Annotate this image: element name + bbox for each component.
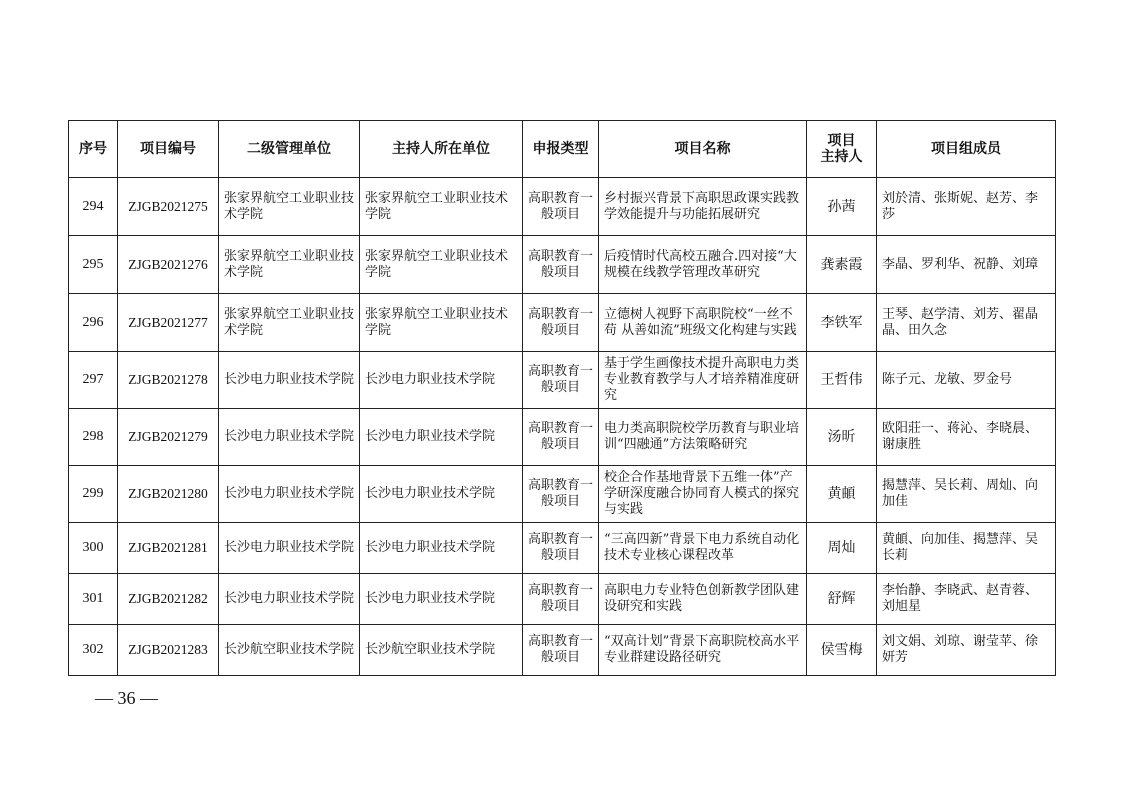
cell-members: 刘文娟、刘琼、谢莹苹、徐妍芳 [877,625,1056,676]
cell-type: 高职教育一般项目 [523,466,599,523]
cell-host: 孙茜 [807,178,877,236]
page-number: — 36 — [95,688,158,708]
cell-name: “三高四新”背景下电力系统自动化技术专业核心课程改革 [599,523,807,574]
cell-unit: 长沙电力职业技术学院 [219,523,360,574]
cell-host-unit: 张家界航空工业职业技术学院 [360,236,523,294]
cell-unit: 长沙航空职业技术学院 [219,625,360,676]
cell-members: 揭慧萍、吴长莉、周灿、向加佳 [877,466,1056,523]
cell-seq: 295 [69,236,118,294]
cell-code: ZJGB2021283 [118,625,219,676]
header-name: 项目名称 [599,121,807,178]
table-row [69,236,1056,294]
cell-unit: 长沙电力职业技术学院 [219,409,360,466]
cell-host-unit: 长沙电力职业技术学院 [360,409,523,466]
cell-host: 舒辉 [807,574,877,625]
cell-code: ZJGB2021275 [118,178,219,236]
table-row [69,178,1056,236]
cell-type: 高职教育一般项目 [523,625,599,676]
cell-type: 高职教育一般项目 [523,178,599,236]
cell-host-unit: 长沙航空职业技术学院 [360,625,523,676]
cell-host: 王哲伟 [807,352,877,409]
cell-host: 黄頔 [807,466,877,523]
cell-members: 刘於清、张斯妮、赵芳、李莎 [877,178,1056,236]
table-row [69,352,1056,409]
cell-code: ZJGB2021282 [118,574,219,625]
header-seq: 序号 [69,121,118,178]
table-row [69,625,1056,676]
cell-code: ZJGB2021279 [118,409,219,466]
table-row [69,409,1056,466]
cell-name: 校企合作基地背景下五维一体”产学研深度融合协同育人模式的探究与实践 [599,466,807,523]
cell-type: 高职教育一般项目 [523,523,599,574]
cell-unit: 长沙电力职业技术学院 [219,352,360,409]
cell-code: ZJGB2021277 [118,294,219,352]
cell-host: 汤昕 [807,409,877,466]
table-row [69,574,1056,625]
project-table [68,120,1056,676]
cell-host: 周灿 [807,523,877,574]
cell-code: ZJGB2021276 [118,236,219,294]
cell-unit: 长沙电力职业技术学院 [219,466,360,523]
cell-members: 黄頔、向加佳、揭慧萍、吴长莉 [877,523,1056,574]
cell-members: 陈子元、龙敏、罗金号 [877,352,1056,409]
cell-members: 李怡静、李晓武、赵青蓉、刘旭星 [877,574,1056,625]
header-members: 项目组成员 [877,121,1056,178]
cell-seq: 302 [69,625,118,676]
cell-name: 高职电力专业特色创新教学团队建设研究和实践 [599,574,807,625]
cell-unit: 长沙电力职业技术学院 [219,574,360,625]
cell-seq: 298 [69,409,118,466]
cell-seq: 296 [69,294,118,352]
cell-name: 电力类高职院校学历教育与职业培训“四融通”方法策略研究 [599,409,807,466]
cell-code: ZJGB2021281 [118,523,219,574]
table-row [69,466,1056,523]
cell-host-unit: 张家界航空工业职业技术学院 [360,178,523,236]
cell-seq: 294 [69,178,118,236]
cell-host-unit: 长沙电力职业技术学院 [360,574,523,625]
cell-seq: 301 [69,574,118,625]
header-host-unit: 主持人所在单位 [360,121,523,178]
cell-name: 基于学生画像技术提升高职电力类专业教育教学与人才培养精准度研究 [599,352,807,409]
table-header-row [69,121,1056,178]
cell-unit: 张家界航空工业职业技术学院 [219,294,360,352]
cell-host-unit: 长沙电力职业技术学院 [360,466,523,523]
cell-host-unit: 张家界航空工业职业技术学院 [360,294,523,352]
cell-host-unit: 长沙电力职业技术学院 [360,523,523,574]
cell-host-unit: 长沙电力职业技术学院 [360,352,523,409]
cell-type: 高职教育一般项目 [523,352,599,409]
cell-members: 王琴、赵学清、刘芳、翟晶晶、田久念 [877,294,1056,352]
cell-code: ZJGB2021278 [118,352,219,409]
cell-members: 李晶、罗利华、祝静、刘璋 [877,236,1056,294]
cell-name: 乡村振兴背景下高职思政课实践教学效能提升与功能拓展研究 [599,178,807,236]
cell-type: 高职教育一般项目 [523,294,599,352]
header-host: 项目 主持人 [807,121,877,178]
table-row [69,294,1056,352]
cell-name: “双高计划”背景下高职院校高水平专业群建设路径研究 [599,625,807,676]
header-type: 申报类型 [523,121,599,178]
cell-name: 立德树人视野下高职院校“一丝不苟 从善如流”班级文化构建与实践 [599,294,807,352]
cell-name: 后疫情时代高校五融合.四对接“大规模在线教学管理改革研究 [599,236,807,294]
cell-unit: 张家界航空工业职业技术学院 [219,236,360,294]
cell-host: 李铁军 [807,294,877,352]
cell-seq: 297 [69,352,118,409]
cell-unit: 张家界航空工业职业技术学院 [219,178,360,236]
cell-members: 欧阳莊一、蒋沁、李晓晨、谢康胜 [877,409,1056,466]
cell-seq: 300 [69,523,118,574]
cell-type: 高职教育一般项目 [523,574,599,625]
cell-host: 侯雪梅 [807,625,877,676]
cell-host: 龚素霞 [807,236,877,294]
cell-type: 高职教育一般项目 [523,236,599,294]
header-unit: 二级管理单位 [219,121,360,178]
table-row [69,523,1056,574]
cell-code: ZJGB2021280 [118,466,219,523]
cell-type: 高职教育一般项目 [523,409,599,466]
header-code: 项目编号 [118,121,219,178]
cell-seq: 299 [69,466,118,523]
